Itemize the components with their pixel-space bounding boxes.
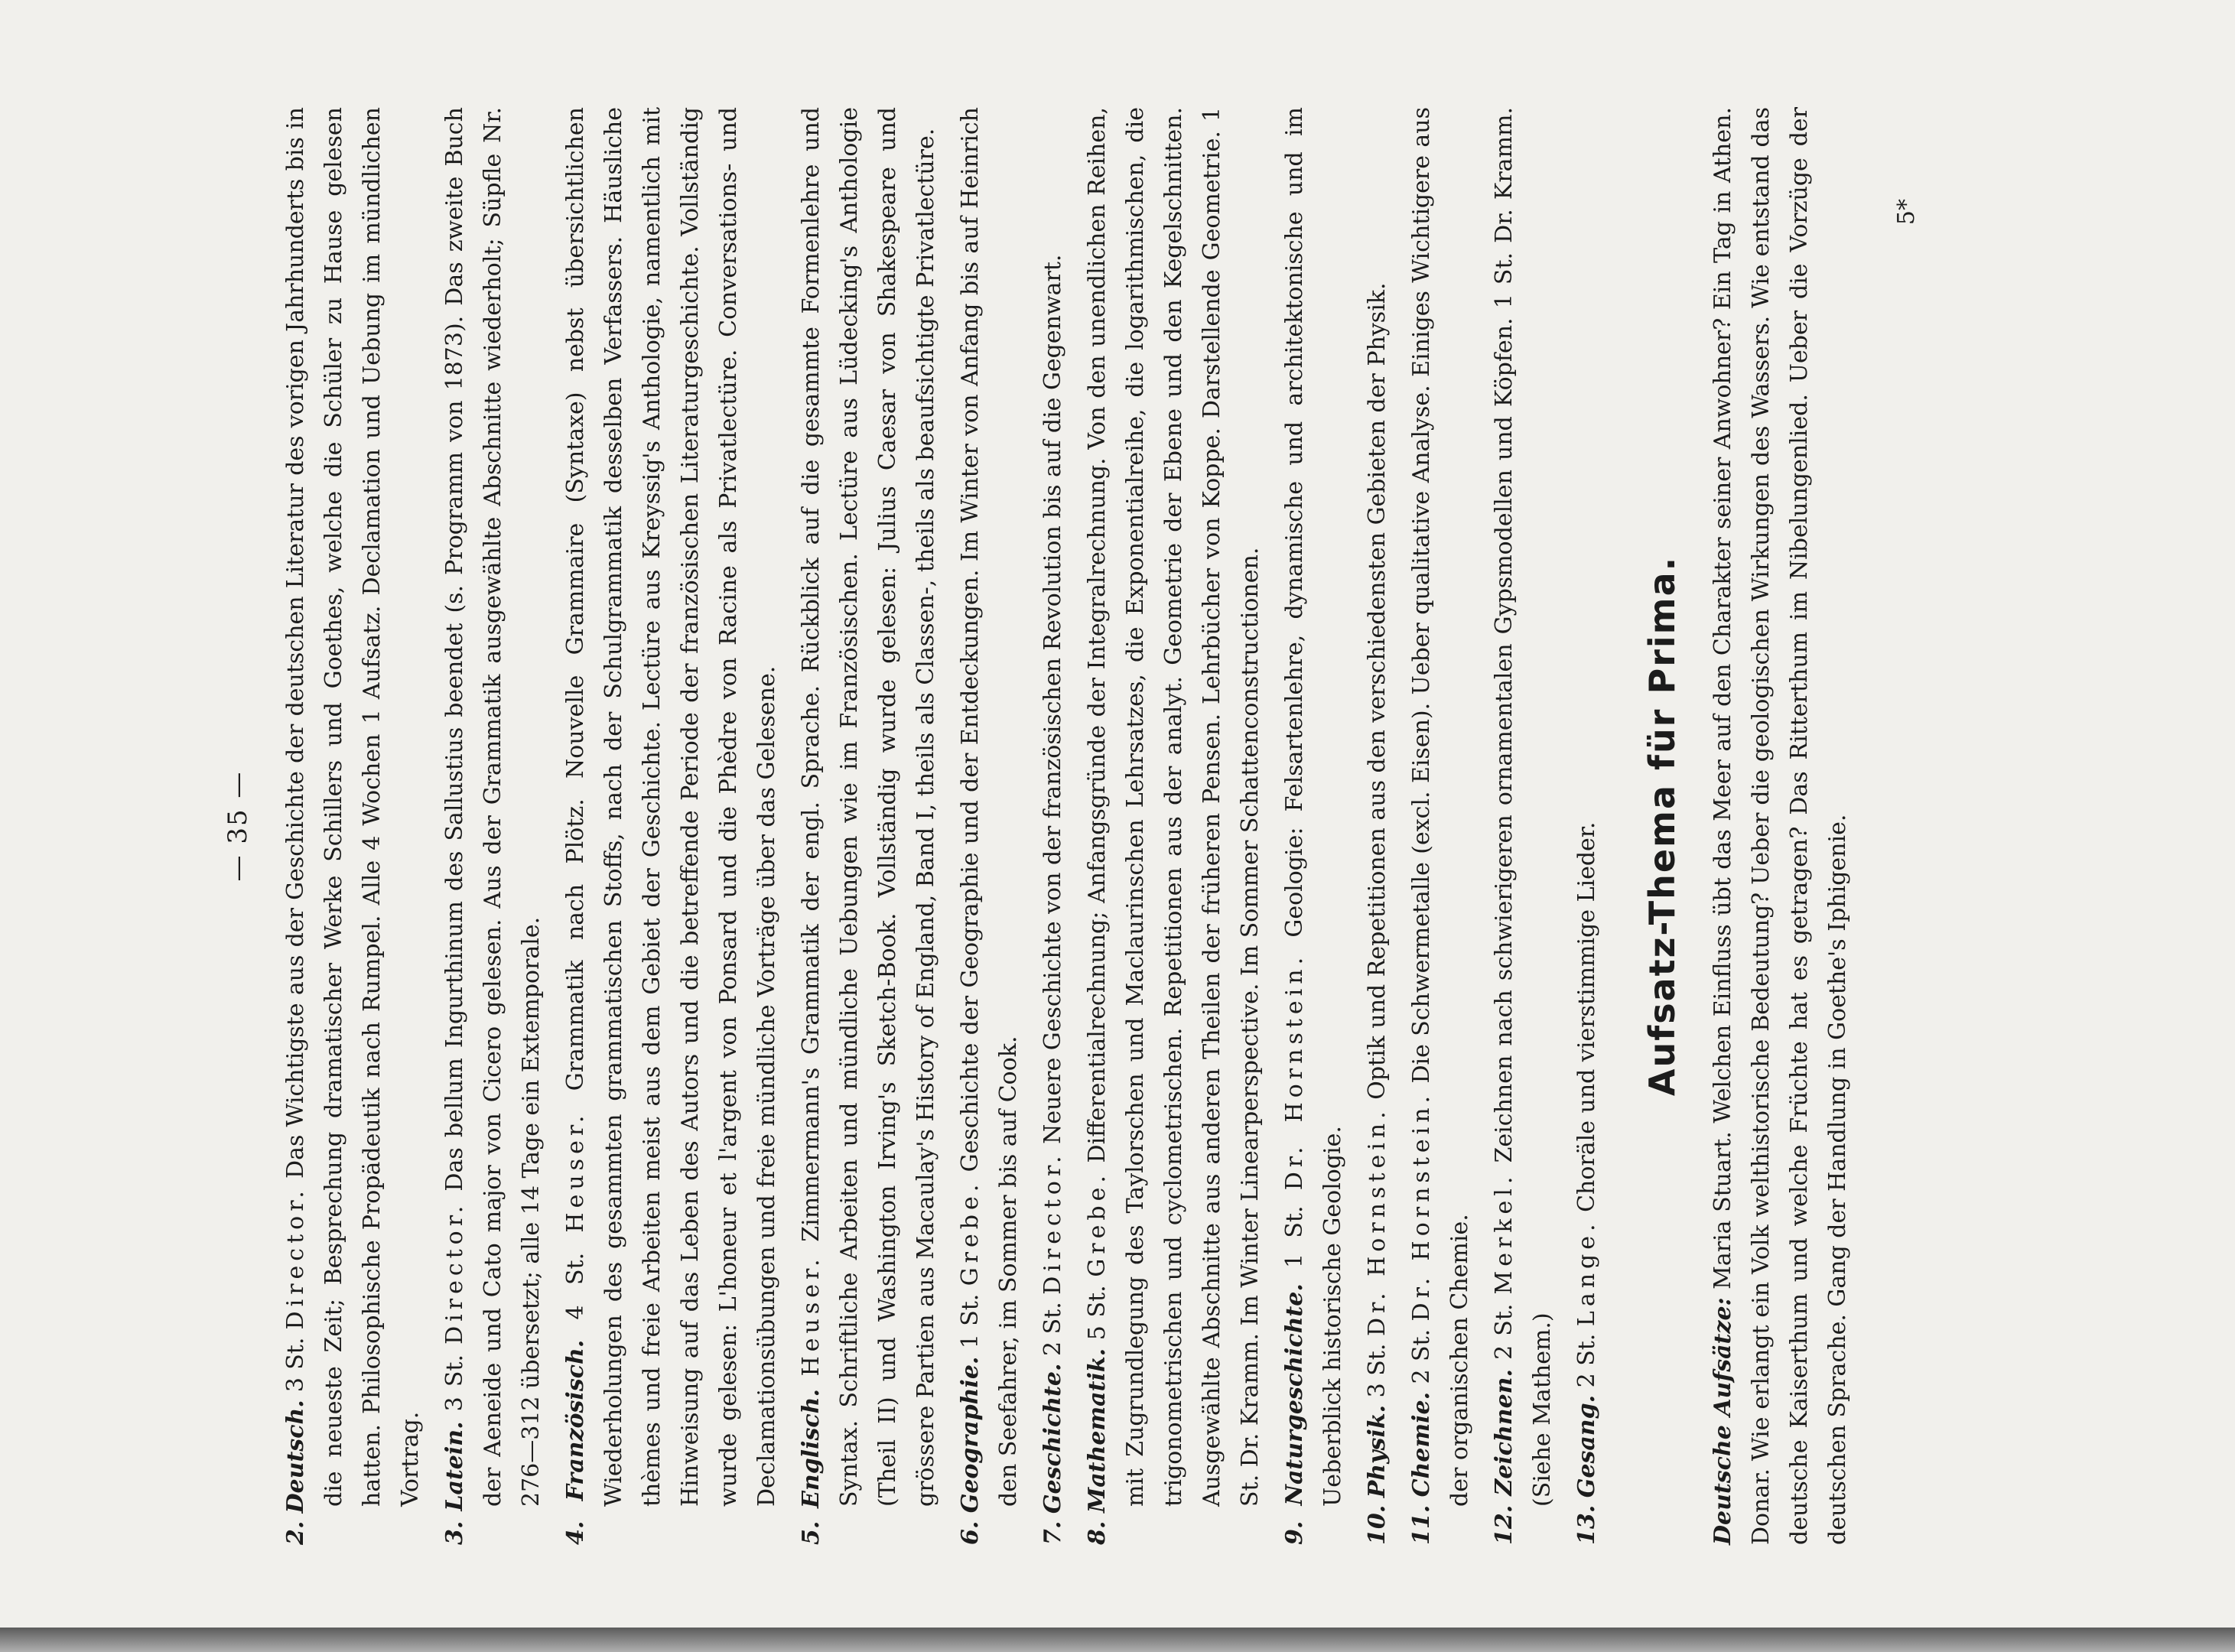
scan-edge-shadow (0, 1628, 2235, 1652)
curriculum-entry: 8. Mathematik. 5 St. Grebe. Differentialrechnung; Anfangsgründe der Integralrechnung. Von den unendlichen Reihen, mit Zugrundlegung des Taylorschen und Maclaurinschen Lehrsatzes, die Exponentialreihe, die logarithmischen, die trigonometrischen und cyclometrischen. Repetitionen aus der analyt. Geometrie der Ebene und den Kegelschnitten. Ausgewählte Abschnitte aus anderen Theilen der früheren Pensen. Lehrbücher von Koppe. Darstellende Geometrie. 1 St. Dr. Kramm. Im Winter Linearperspective. Im Sommer Schattenconstructionen. (1084, 107, 1264, 1545)
rotated-page-content (219, 107, 2016, 1545)
curriculum-entry: 7. Geschichte. 2 St. Director. Neuere Geschichte von der französischen Revolution bis auf die Gegenwart. (1039, 254, 1066, 1545)
curriculum-entry: 4. Französisch. 4 St. Heuser. Grammatik nach Plötz. Nouvelle Grammaire (Syntaxe) nebst übersichtlichen Wiederholungen des gesammten grammatischen Stoffs, nach der Schulgrammatik desselben Verfassers. Häusliche thèmes und freie Arbeiten meist aus dem Gebiet der Geschichte. Lectüre aus Kreyssig's Anthologie, namentlich mit Hinweisung auf das Leben des Autors und die betreffende Periode der französischen Literaturgeschichte. Vollständig wurde gelesen: L'honeur et l'argent von Ponsard und die Phèdre von Racine als Privatlectüre. Conversations- und Declamationsübungen und freie mündliche Vorträge über das Gelesene. (562, 107, 780, 1545)
curriculum-entry: 9. Naturgeschichte. 1 St. Dr. Hornstein. Geologie: Felsartenlehre, dynamische und architektonische und im Ueberblick historische Geologie. (1281, 107, 1346, 1545)
curriculum-entry: 12. Zeichnen. 2 St. Merkel. Zeichnen nach schwierigeren ornamentalen Gypsmodellen und Köpfen. 1 St. Dr. Kramm. (Siehe Mathem.) (1491, 107, 1556, 1545)
curriculum-entry: 10. Physik. 3 St. Dr. Hornstein. Optik und Repetitionen aus den verschiedensten Gebieten der Physik. (1364, 282, 1391, 1545)
curriculum-entry: 5. Englisch. Heuser. Zimmermann's Grammatik der engl. Sprache. Rückblick auf die gesammte Formenlehre und Syntax. Schriftliche Arbeiten und mündliche Uebungen wie im Französischen. Lectüre aus Lüdecking's Anthologie (Theil II) und Washington Irving's Sketch-Book. Vollständig wurde gelesen: Julius Caesar von Shakespeare und grössere Partien aus Macaulay's History of England, Band I, theils als Classen-, theils als beaufsichtigte Privatlectüre. (798, 107, 939, 1545)
signature-mark: 5* (1893, 199, 1920, 226)
curriculum-list (277, 107, 1606, 1545)
curriculum-entry: 13. Gesang. 2 St. Lange. Choräle und vierstimmige Lieder. (1573, 821, 1600, 1545)
essay-topics (1704, 107, 1857, 1545)
curriculum-entry: 2. Deutsch. 3 St. Director. Das Wichtigste aus der Geschichte der deutschen Literatur des vorigen Jahrhunderts bis in die neueste Zeit; Besprechung dramatischer Werke Schillers und Goethes, welche die Schüler zu Hause gelesen hatten. Philosophische Propädeutik nach Rumpel. Alle 4 Wochen 1 Aufsatz. Declamation und Uebung im mündlichen Vortrag. (282, 107, 424, 1545)
curriculum-entry: 11. Chemie. 2 St. Dr. Hornstein. Die Schwermetalle (excl. Eisen). Ueber qualitative Analyse. Einiges Wichtigere aus der organischen Chemie. (1408, 107, 1473, 1545)
essay-topics-text: Maria Stuart. Welchen Einfluss übt das Meer auf den Charakter seiner Anwohner? Ein Tag in Athen. Donar. Wie erlangt ein Volk welthistorische Bedeutung? Ueber die geologischen Wirkungen des Wassers. Wie entstand das deutsche Kaiserthum und welche Früchte hat es getragen? Das Ritterthum im Nibelungenlied. Ueber die Vorzüge der deutschen Sprache. Gang der Handlung in Goethe's Iphigenie. (1710, 107, 1851, 1545)
section-heading: Aufsatz-Thema für Prima. (1641, 555, 1683, 1097)
page-number: — 35 — (223, 770, 253, 882)
curriculum-entry: 3. Latein. 3 St. Director. Das bellum Ingurthinum des Sallustius beendet (s. Programm von 1873). Das zweite Buch der Aeneide und Cato major von Cicero gelesen. Aus der Grammatik ausgewählte Abschnitte wiederholt; Süpfle Nr. 276—312 übersetzt; alle 14 Tage ein Extemporale. (441, 107, 545, 1545)
essay-topics-label: Deutsche Aufsätze: (1710, 1297, 1736, 1545)
curriculum-entry: 6. Geographie. 1 St. Grebe. Geschichte der Geographie und der Entdeckungen. Im Winter von Anfang bis auf Heinrich den Seefahrer, im Sommer bis auf Cook. (957, 107, 1022, 1545)
